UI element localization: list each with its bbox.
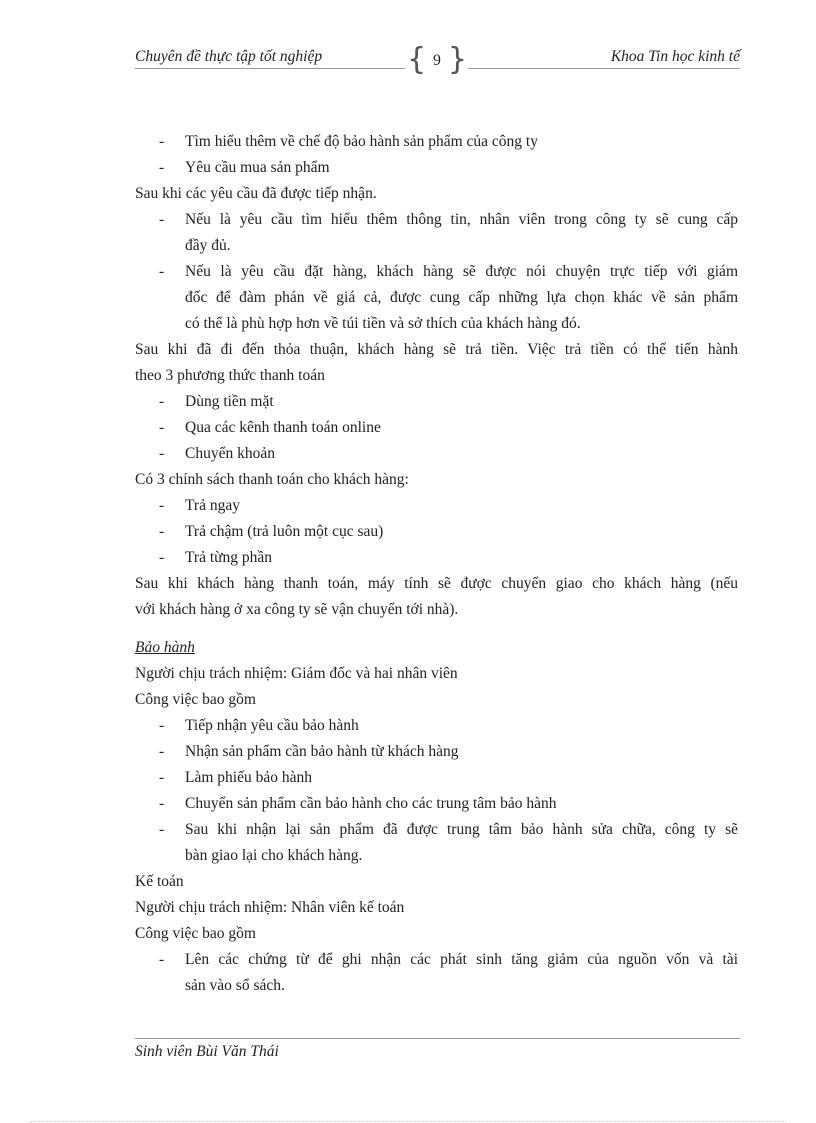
list-item: - Trả từng phần xyxy=(159,549,273,566)
paragraph-gap xyxy=(135,623,738,635)
list-item: - Qua các kênh thanh toán online xyxy=(159,419,381,436)
page-number-box xyxy=(407,42,467,82)
paragraph: Người chịu trách nhiệm: Nhân viên kế toán xyxy=(135,899,405,916)
section-heading-warranty: Bảo hành xyxy=(135,639,195,656)
list-item: - Nhận sản phẩm cần bảo hành từ khách hàng xyxy=(159,743,459,760)
list-item: - Lên các chứng từ để ghi nhận các phát sinh tăng giảm của nguồn vốn và tài xyxy=(159,951,738,968)
page-header xyxy=(135,42,740,82)
list-item: - Sau khi nhận lại sản phẩm đã được trung tâm bảo hành sửa chữa, công ty sẽ xyxy=(159,821,738,838)
list-item-continuation: có thể là phù hợp hơn về túi tiền và sở thích của khách hàng đó. xyxy=(185,315,581,332)
list-item-continuation: sản vào sổ sách. xyxy=(185,977,285,994)
paragraph: Sau khi khách hàng thanh toán, máy tính sẽ được chuyển giao cho khách hàng (nếu xyxy=(135,575,738,592)
header-doc-title: Chuyên đề thực tập tốt nghiệp xyxy=(135,48,323,65)
page-number: 9 xyxy=(433,52,441,69)
header-faculty: Khoa Tin học kinh tế xyxy=(610,48,740,65)
list-item: - Yêu cầu mua sản phẩm xyxy=(159,159,330,176)
list-item: - Trả ngay xyxy=(159,497,240,514)
paragraph-continuation: với khách hàng ở xa công ty sẽ vận chuyển tới nhà). xyxy=(135,601,459,618)
page-edge-divider xyxy=(30,1121,786,1122)
left-brace-icon: { xyxy=(407,42,427,77)
section-heading-accounting: Kế toán xyxy=(135,873,184,890)
paragraph: Công việc bao gồm xyxy=(135,925,256,942)
right-brace-icon: } xyxy=(447,42,467,77)
header-rule-left xyxy=(135,68,405,69)
list-item: - Trả chậm (trả luôn một cục sau) xyxy=(159,523,384,540)
footer-author: Sinh viên Bùi Văn Thái xyxy=(135,1043,279,1060)
list-item-continuation: đốc để đàm phán về giá cả, được cung cấp những lựa chọn khác về sản phẩm xyxy=(185,289,738,306)
list-item: - Nếu là yêu cầu đặt hàng, khách hàng sẽ được nói chuyện trực tiếp với giám xyxy=(159,263,738,280)
paragraph-continuation: theo 3 phương thức thanh toán xyxy=(135,367,325,384)
list-item: - Chuyển khoản xyxy=(159,445,275,462)
list-item: - Dùng tiền mặt xyxy=(159,393,274,410)
footer-rule xyxy=(135,1038,740,1039)
paragraph: Sau khi các yêu cầu đã được tiếp nhận. xyxy=(135,185,377,202)
list-item: - Tiếp nhận yêu cầu bảo hành xyxy=(159,717,359,734)
list-item: - Chuyển sản phẩm cần bảo hành cho các trung tâm bảo hành xyxy=(159,795,557,812)
list-item: - Tìm hiểu thêm về chế độ bảo hành sản phẩm của công ty xyxy=(159,133,538,150)
paragraph: Người chịu trách nhiệm: Giám đốc và hai nhân viên xyxy=(135,665,458,682)
list-item-continuation: bàn giao lại cho khách hàng. xyxy=(185,847,363,864)
paragraph: Công việc bao gồm xyxy=(135,691,256,708)
list-item: - Làm phiếu bảo hành xyxy=(159,769,312,786)
page-footer xyxy=(135,1038,740,1061)
paragraph: Có 3 chính sách thanh toán cho khách hàng: xyxy=(135,471,409,488)
page-body xyxy=(135,129,738,999)
list-item: - Nếu là yêu cầu tìm hiểu thêm thông tin, nhân viên trong công ty sẽ cung cấp xyxy=(159,211,738,228)
paragraph: Sau khi đã đi đến thỏa thuận, khách hàng sẽ trả tiền. Việc trả tiền có thể tiến hành xyxy=(135,341,738,358)
header-rule-right xyxy=(468,68,740,69)
list-item-continuation: đầy đủ. xyxy=(185,237,231,254)
